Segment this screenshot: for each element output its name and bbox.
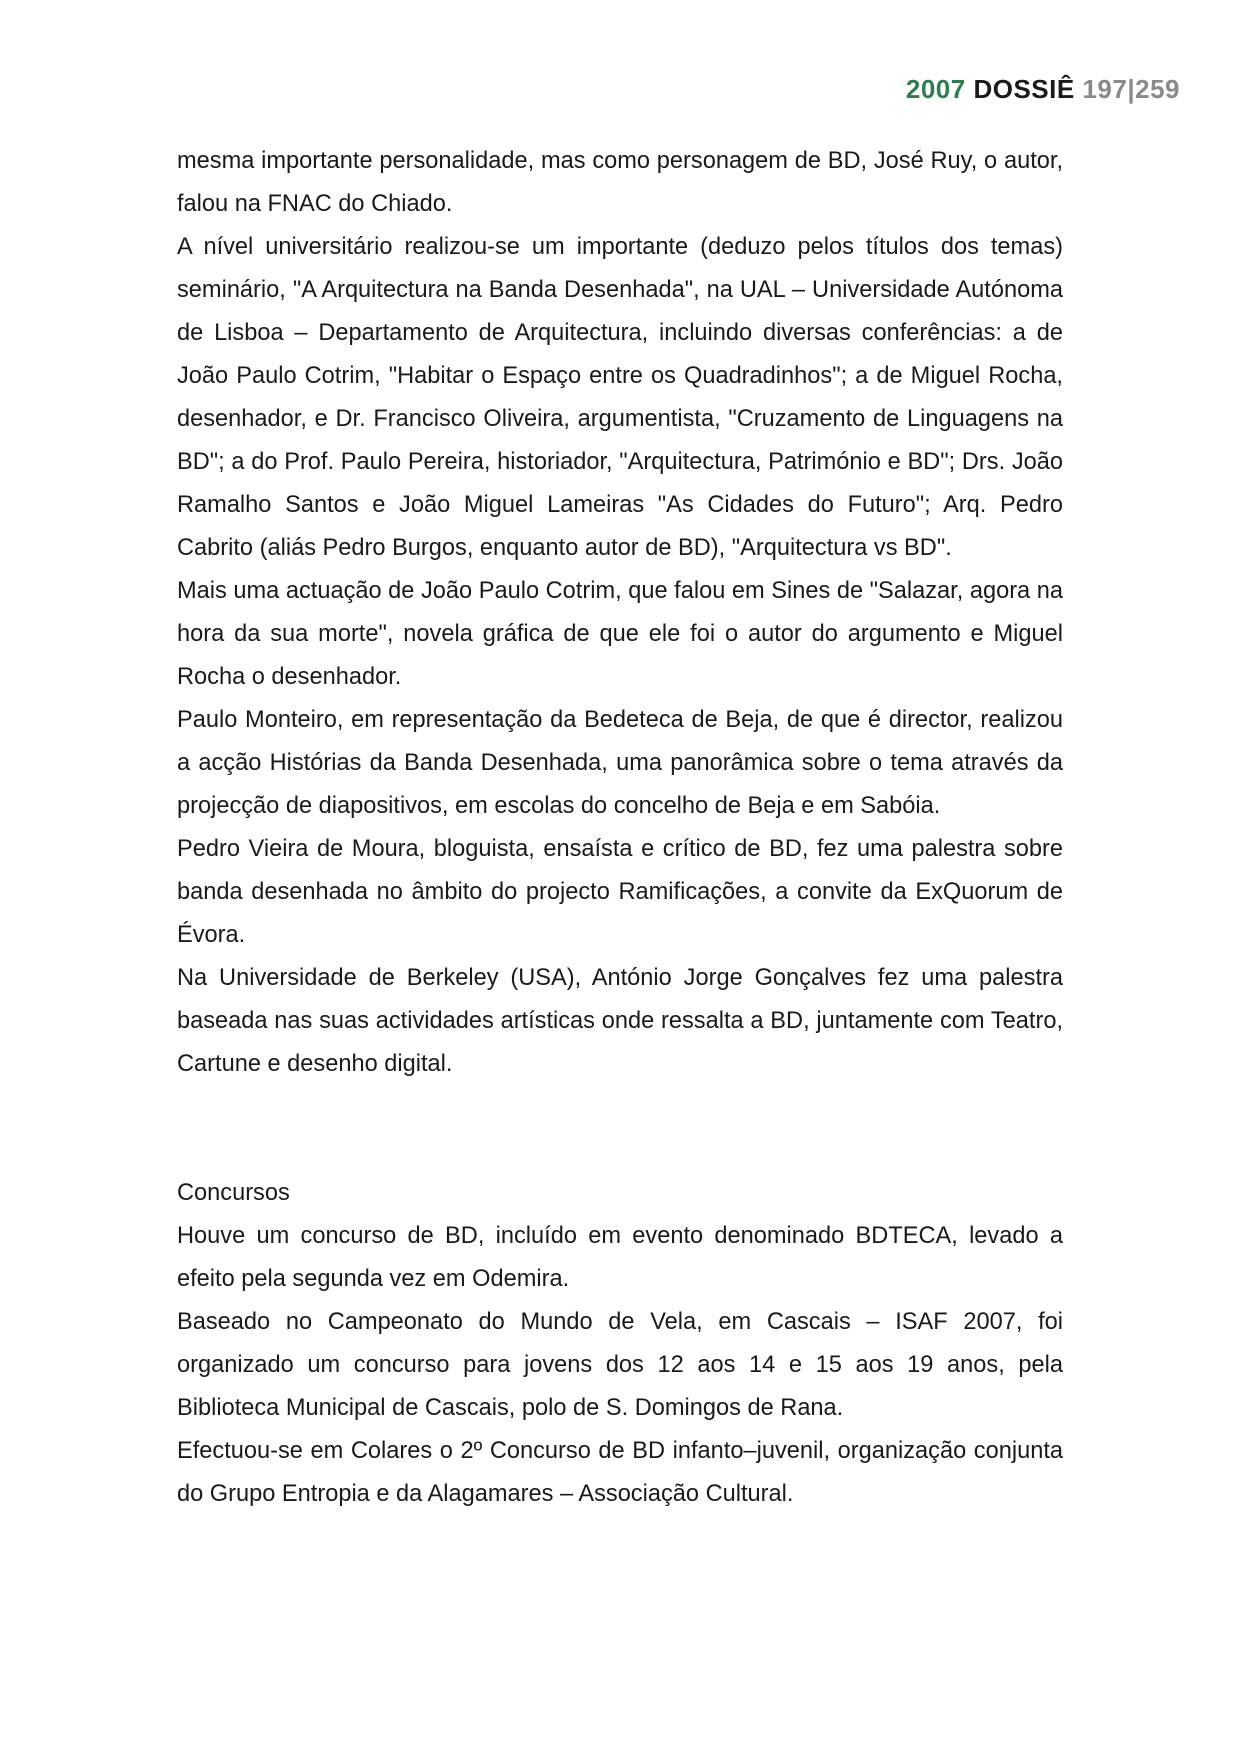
document-body [177,140,1063,1516]
paragraph: mesma importante personalidade, mas como personagem de BD, José Ruy, o autor, falou na FNAC do Chiado. [177,148,1063,217]
paragraph: Baseado no Campeonato do Mundo de Vela, em Cascais – ISAF 2007, foi organizado um concurso para jovens dos 12 aos 14 e 15 aos 19 anos, pela Biblioteca Municipal de Cascais, polo de S. Domingos de Rana. [177,1309,1063,1421]
paragraph: Pedro Vieira de Moura, bloguista, ensaísta e crítico de BD, fez uma palestra sobre banda desenhada no âmbito do projecto Ramificações, a convite da ExQuorum de Évora. [177,836,1063,948]
section-spacer [177,1086,1063,1172]
page-header [906,74,1180,105]
paragraph: Paulo Monteiro, em representação da Bedeteca de Beja, de que é director, realizou a acção Histórias da Banda Desenhada, uma panorâmica sobre o tema através da projecção de diapositivos, em escolas do concelho de Beja e em Sabóia. [177,707,1063,819]
paragraph: Houve um concurso de BD, incluído em evento denominado BDTECA, levado a efeito pela segunda vez em Odemira. [177,1223,1063,1292]
page-separator: | [1127,74,1136,104]
section-title-concursos: Concursos [177,1180,290,1206]
paragraph: A nível universitário realizou-se um importante (deduzo pelos títulos dos temas) seminário, "A Arquitectura na Banda Desenhada", na UAL – Universidade Autónoma de Lisboa – Departamento de Arquitectura, incluindo diversas conferências: a de João Paulo Cotrim, "Habitar o Espaço entre os Quadradinhos"; a de Miguel Rocha, desenhador, e Dr. Francisco Oliveira, argumentista, "Cruzamento de Linguagens na BD"; a do Prof. Paulo Pereira, historiador, "Arquitectura, Património e BD"; Drs. João Ramalho Santos e João Miguel Lameiras "As Cidades do Futuro"; Arq. Pedro Cabrito (aliás Pedro Burgos, enquanto autor de BD), "Arquitectura vs BD". [177,234,1063,561]
paragraph: Efectuou-se em Colares o 2º Concurso de BD infanto–juvenil, organização conjunta do Grupo Entropia e da Alagamares – Associação Cultural. [177,1438,1063,1507]
header-year: 2007 [905,74,966,104]
header-page-number [1082,74,1180,104]
page-total: 259 [1135,74,1180,104]
page-current: 197 [1082,74,1128,104]
paragraph: Na Universidade de Berkeley (USA), António Jorge Gonçalves fez uma palestra baseada nas suas actividades artísticas onde ressalta a BD, juntamente com Teatro, Cartune e desenho digital. [177,965,1063,1077]
header-title: DOSSIÊ [973,74,1075,104]
paragraph: Mais uma actuação de João Paulo Cotrim, que falou em Sines de "Salazar, agora na hora da sua morte", novela gráfica de que ele foi o autor do argumento e Miguel Rocha o desenhador. [177,578,1063,690]
